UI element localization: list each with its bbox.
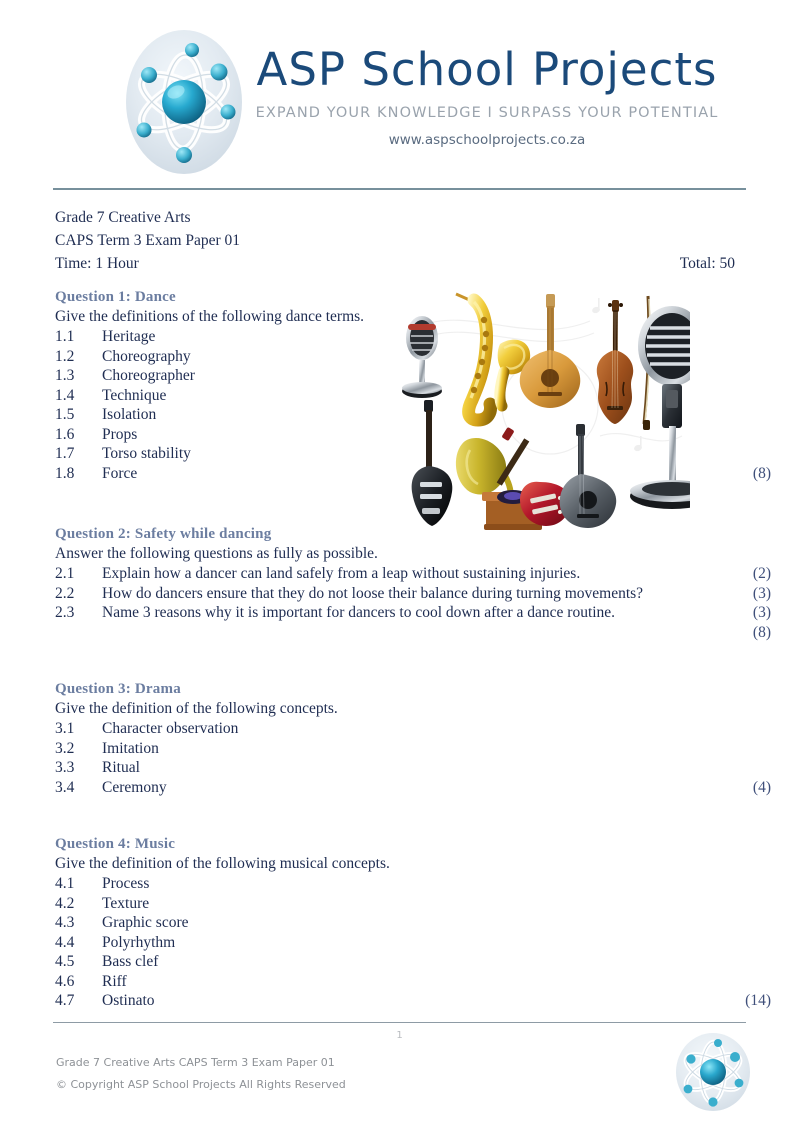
item-text: Graphic score (102, 914, 189, 931)
item-mark: (2) (752, 565, 771, 582)
item-number: 1.5 (55, 406, 75, 423)
item-number: 3.1 (55, 720, 75, 737)
item-number: 4.3 (55, 914, 75, 931)
question-item-1-7 (55, 444, 755, 464)
item-text: Polyrhythm (102, 933, 176, 951)
item-text: Imitation (102, 739, 159, 757)
item-text: How do dancers ensure that they do not loose their balance during turning movements? (102, 584, 644, 602)
item-number: 4.1 (55, 875, 75, 892)
brand-title: ASP School Projects (256, 43, 718, 96)
item-mark: (3) (752, 584, 771, 602)
header-divider (53, 188, 746, 190)
meta-time: Time: 1 Hour (55, 255, 139, 272)
question-item-4-4 (55, 933, 755, 953)
question-item-1-8 (55, 464, 771, 484)
meta-total-marks: Total: 50 (679, 255, 735, 272)
question-3-heading: Question 3: Drama (55, 681, 181, 697)
footer-paper-title: Grade 7 Creative Arts CAPS Term 3 Exam Paper 01 (56, 1056, 335, 1069)
question-2-intro: Answer the following questions as fully as possible. (55, 545, 378, 562)
brand-block (252, 44, 722, 150)
question-item-3-3 (55, 758, 755, 778)
item-text: Character observation (102, 720, 239, 737)
item-text: Ritual (102, 759, 140, 776)
question-item-4-7 (55, 991, 771, 1011)
atom-icon (122, 26, 246, 178)
question-4-intro: Give the definition of the following musical concepts. (55, 855, 390, 872)
item-number: 1.6 (55, 425, 75, 443)
question-item-2-3 (55, 603, 771, 623)
item-text: Torso stability (102, 445, 191, 462)
question-item-3-2 (55, 739, 755, 759)
item-number: 1.2 (55, 347, 75, 365)
item-number: 3.4 (55, 778, 75, 796)
meta-time-row (55, 252, 747, 275)
question-3-intro: Give the definition of the following concepts. (55, 700, 338, 717)
footer-divider (53, 1022, 746, 1023)
item-number: 1.1 (55, 328, 75, 345)
question-item-4-5 (55, 952, 755, 972)
question-item-1-5 (55, 405, 755, 425)
item-text: Technique (102, 386, 167, 404)
question-1-heading: Question 1: Dance (55, 289, 176, 305)
question-item-3-4 (55, 778, 771, 798)
item-mark: (4) (752, 778, 771, 796)
subtotal-mark: (8) (752, 623, 771, 641)
footer-atom-icon (673, 1031, 753, 1113)
question-4-heading: Question 4: Music (55, 836, 176, 852)
exam-meta-block (55, 206, 747, 275)
item-number: 4.2 (55, 894, 75, 912)
item-text: Name 3 reasons why it is important for dancers to cool down after a dance routine. (102, 604, 616, 621)
item-number: 1.8 (55, 464, 75, 482)
question-item-1-1 (55, 327, 755, 347)
item-number: 3.2 (55, 739, 75, 757)
item-number: 2.1 (55, 565, 75, 582)
item-number: 1.4 (55, 386, 75, 404)
item-mark: (8) (752, 464, 771, 482)
item-text: Texture (102, 894, 150, 912)
question-item-4-6 (55, 972, 755, 992)
question-item-1-2 (55, 347, 755, 367)
footer-text-block (56, 1052, 346, 1096)
question-item-1-4 (55, 386, 755, 406)
item-text: Ceremony (102, 778, 167, 796)
meta-paper-row (55, 229, 747, 252)
item-text: Props (102, 425, 138, 443)
question-block-3 (55, 679, 771, 797)
item-text: Force (102, 464, 138, 482)
meta-paper: CAPS Term 3 Exam Paper 01 (55, 232, 241, 249)
question-2-heading: Question 2: Safety while dancing (55, 526, 272, 542)
item-text: Heritage (102, 328, 156, 345)
item-mark: (3) (752, 604, 771, 621)
question-item-1-6 (55, 425, 755, 445)
item-number: 2.2 (55, 584, 75, 602)
item-number: 4.5 (55, 953, 75, 970)
question-item-4-3 (55, 913, 755, 933)
item-number: 4.7 (55, 992, 75, 1009)
question-1-intro: Give the definitions of the following dance terms. (55, 308, 365, 325)
item-number: 3.3 (55, 759, 75, 776)
item-text: Process (102, 875, 150, 892)
item-number: 1.3 (55, 367, 75, 384)
item-number: 2.3 (55, 604, 75, 621)
item-text: Ostinato (102, 992, 155, 1009)
item-text: Riff (102, 972, 127, 990)
footer-copyright: © Copyright ASP School Projects All Rights Reserved (56, 1078, 346, 1091)
question-item-1-3 (55, 366, 755, 386)
item-number: 4.6 (55, 972, 75, 990)
meta-grade: Grade 7 Creative Arts (55, 209, 191, 226)
question-item-4-1 (55, 874, 755, 894)
question-item-2-1 (55, 564, 771, 584)
item-number: 4.4 (55, 933, 75, 951)
item-text: Explain how a dancer can land safely from a leap without sustaining injuries. (102, 565, 581, 582)
item-text: Isolation (102, 406, 157, 423)
meta-grade-row (55, 206, 747, 229)
item-text: Choreography (102, 347, 191, 365)
question-item-3-1 (55, 719, 755, 739)
document-header (0, 0, 799, 185)
brand-tagline: EXPAND YOUR KNOWLEDGE I SURPASS YOUR POTENTIAL (255, 105, 719, 121)
brand-website-url: www.aspschoolprojects.co.za (388, 132, 586, 148)
question-2-subtotal (55, 623, 771, 643)
question-block-1 (55, 287, 771, 483)
item-text: Bass clef (102, 953, 159, 970)
item-text: Choreographer (102, 367, 195, 384)
question-block-4 (55, 834, 771, 1011)
question-item-4-2 (55, 894, 755, 914)
item-number: 1.7 (55, 445, 75, 462)
page-number: 1 (396, 1030, 403, 1041)
item-mark: (14) (745, 992, 771, 1009)
question-item-2-2 (55, 584, 771, 604)
question-block-2 (55, 524, 771, 642)
